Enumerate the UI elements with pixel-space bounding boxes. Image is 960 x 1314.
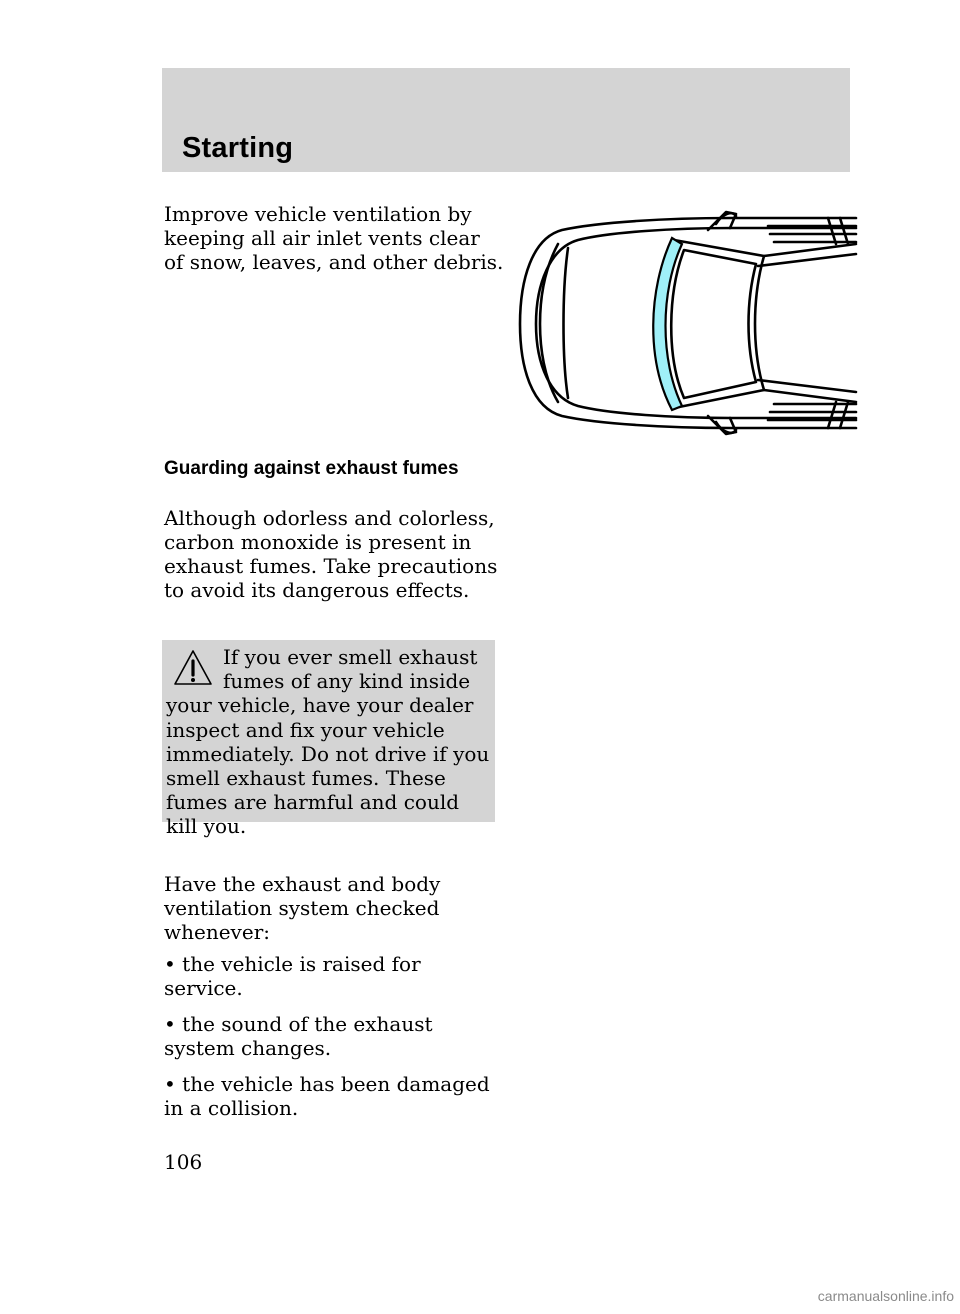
check-intro: Have the exhaust and body ventilation system checked whenever: <box>164 872 441 944</box>
page-number: 106 <box>164 1150 203 1174</box>
vehicle-air-inlet-illustration <box>518 200 858 446</box>
warning-text: If you ever smell exhaust fumes of any kind inside your vehicle, have your dealer inspect and fix your vehicle immediately. Do not drive if you smell exhaust fumes. These fumes are harmful and could kill you. <box>166 645 490 839</box>
list-item: • the sound of the exhaust system changes. <box>164 1012 433 1060</box>
page-title: Starting <box>182 132 294 164</box>
check-list <box>164 952 504 1132</box>
watermark: carmanualsonline.info <box>817 1288 954 1304</box>
page-header <box>162 68 850 172</box>
section-heading: Guarding against exhaust fumes <box>164 458 459 479</box>
section-paragraph: Although odorless and colorless, carbon monoxide is present in exhaust fumes. Take precautions to avoid its dangerous effects. <box>164 506 498 602</box>
list-item: • the vehicle is raised for service. <box>164 952 421 1000</box>
list-item: • the vehicle has been damaged in a collision. <box>164 1072 490 1120</box>
intro-paragraph: Improve vehicle ventilation by keeping all air inlet vents clear of snow, leaves, and other debris. <box>164 202 504 274</box>
warning-box <box>162 640 495 839</box>
